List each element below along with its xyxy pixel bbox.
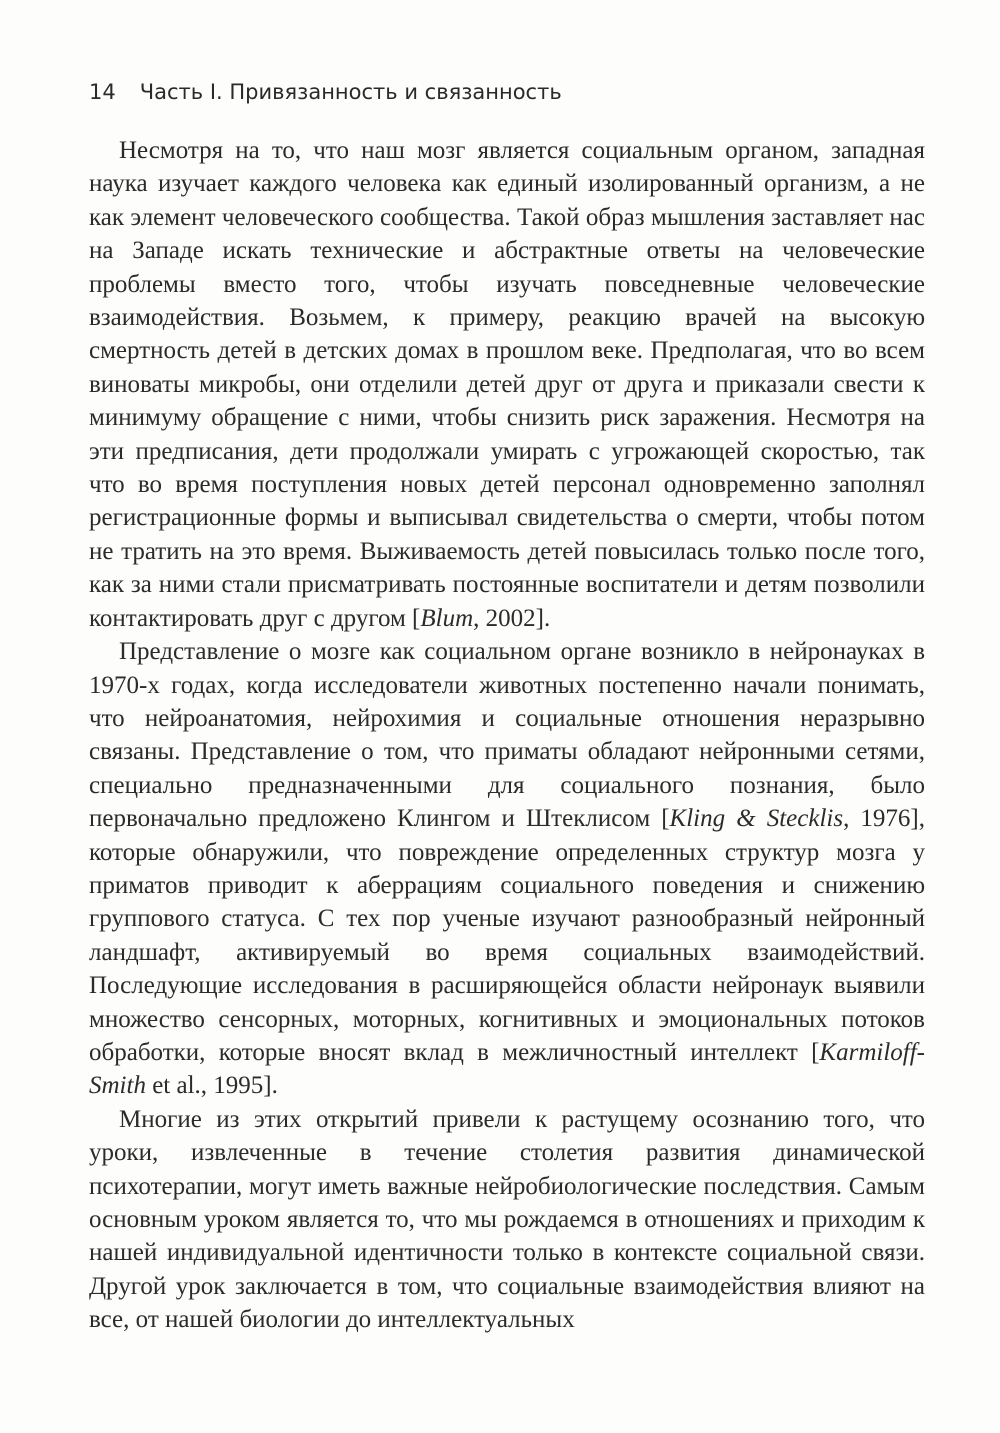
paragraph-3 xyxy=(89,1103,925,1337)
running-header xyxy=(89,80,562,104)
paragraph-1 xyxy=(89,134,925,635)
citation-year: , 2002]. xyxy=(473,604,551,632)
body-text xyxy=(89,134,925,1337)
citation-author: Kling & Stecklis xyxy=(669,805,844,833)
citation-author: Blum xyxy=(420,604,474,632)
paragraph-text: Несмотря на то, что наш мозг является социальным органом, западная наука изучает каждого человека как единый изолированный организм, а не как элемент человеческого сообщества. Такой образ мышления заставляет нас на Западе искать технические и абстрактные ответы на человеческие проблемы вместо того, чтобы изучать повседневные человеческие взаимодействия. Возьмем, к примеру, реакцию врачей на высокую смертность детей в детских домах в прошлом веке. Предполагая, что во всем виноваты микробы, они отделили детей друг от друга и приказали свести к минимуму обращение с ними, чтобы снизить риск заражения. Несмотря на эти предписания, дети продолжали умирать с угрожающей скоростью, так что во время поступления новых детей персонал одновременно заполнял регистрационные формы и выписывал свидетельства о смерти, чтобы потом не тратить на это время. Выживаемость детей повысилась только после того, как за ними стали присматривать постоянные воспитатели и детям позволили контактировать друг с другом [ xyxy=(89,137,925,632)
citation-author: Karmiloff-Smith xyxy=(89,1038,925,1100)
paragraph-text: , 1976], которые обнаружили, что повреждение определенных структур мозга у приматов приводит к аберрациям социального поведения и снижению группового статуса. С тех пор ученые изучают разнообразный нейронный ландшафт, активируемый во время социальных взаимодействий. Последующие исследования в расширяющейся области нейронаук выявили множество сенсорных, моторных, когнитивных и эмоциональных потоков обработки, которые вносят вклад в межличностный интеллект [ xyxy=(89,805,925,1066)
running-title: Часть I. Привязанность и связанность xyxy=(139,80,562,104)
paragraph-2 xyxy=(89,635,925,1103)
paragraph-text: Многие из этих открытий привели к растущему осознанию того, что уроки, извлеченные в течение столетия развития динамической психотерапии, могут иметь важные нейробиологические последствия. Самым основным уроком является то, что мы рождаемся в отношениях и приходим к нашей индивидуальной идентичности только в контексте социальной связи. Другой урок заключается в том, что социальные взаимодействия влияют на все, от нашей биологии до интеллектуальных xyxy=(89,1105,925,1334)
paragraph-text: Представление о мозге как социальном органе возникло в нейронауках в 1970-х годах, когда исследователи животных постепенно начали понимать, что нейроанатомия, нейрохимия и социальные отношения неразрывно связаны. Представление о том, что приматы обладают нейронными сетями, специально предназначенными для социального познания, было первоначально предложено Клингом и Штеклисом [ xyxy=(89,638,925,833)
citation-year: et al., 1995]. xyxy=(145,1072,278,1100)
page-number: 14 xyxy=(89,80,116,104)
